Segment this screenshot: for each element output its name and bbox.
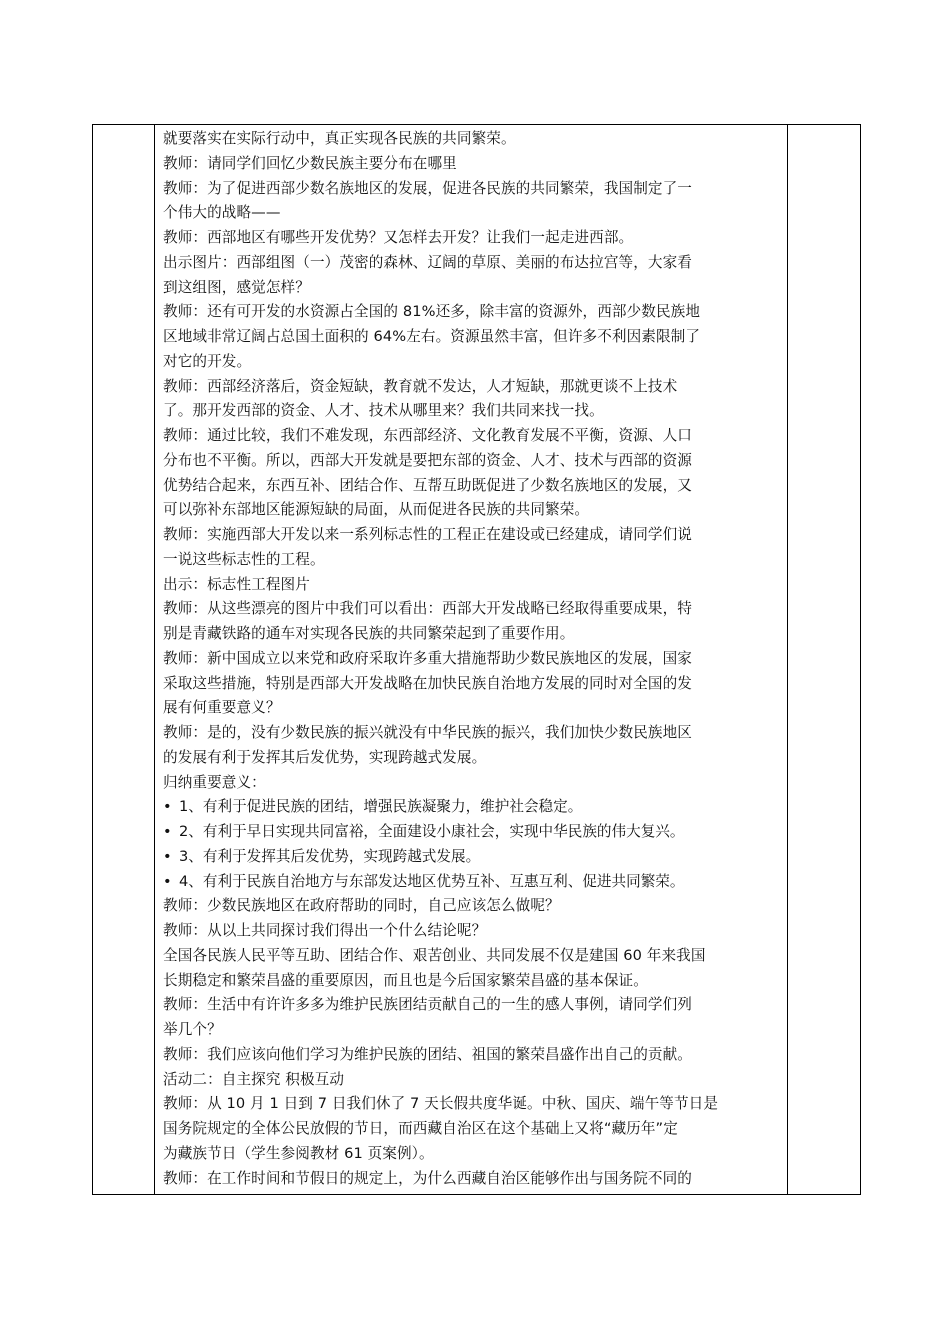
text-line: 教师：实施西部大开发以来一系列标志性的工程正在建设或已经建成，请同学们说 xyxy=(163,526,692,543)
text-line: 教师：西部地区有哪些开发优势？又怎样去开发？让我们一起走进西部。 xyxy=(163,229,634,246)
text-line: 教师：通过比较，我们不难发现，东西部经济、文化教育发展不平衡，资源、人口 xyxy=(163,427,692,444)
bullet-item xyxy=(163,870,781,895)
text-line: 就要落实在实际行动中，真正实现各民族的共同繁荣。 xyxy=(163,130,516,147)
text-line: 教师：西部经济落后，资金短缺，教育就不发达，人才短缺，那就更谈不上技术 xyxy=(163,377,678,395)
bullet-text: 2、有利于早日实现共同富裕，全面建设小康社会，实现中华民族的伟大复兴。 xyxy=(179,823,685,840)
text-line: 为藏族节日（学生参阅教材 61 页案例）。 xyxy=(163,1144,434,1162)
lesson-plan-table xyxy=(92,124,861,1195)
text-line: 教师：在工作时间和节假日的规定上，为什么西藏自治区能够作出与国务院不同的 xyxy=(163,1169,692,1187)
text-line: 活动二：自主探究 积极互动 xyxy=(163,1070,345,1088)
text-line: 优势结合起来，东西互补、团结合作、互帮互助既促进了少数名族地区的发展，又 xyxy=(163,476,692,494)
text-line: 一说这些标志性的工程。 xyxy=(163,550,325,568)
text-line: 全国各民族人民平等互助、团结合作、艰苦创业、共同发展不仅是建国 60 年来我国 xyxy=(163,946,706,964)
text-line: 采取这些措施，特别是西部大开发战略在加快民族自治地方发展的同时对全国的发 xyxy=(163,674,692,692)
text-line: 到这组图，感觉怎样？ xyxy=(163,278,310,296)
text-line: 长期稳定和繁荣昌盛的重要原因，而且也是今后国家繁荣昌盛的基本保证。 xyxy=(163,971,648,989)
text-line: 了。那开发西部的资金、人才、技术从哪里来？我们共同来找一找。 xyxy=(163,402,604,420)
bullet-dot: • xyxy=(163,872,172,890)
bullet-item xyxy=(163,820,781,845)
text-line: 区地域非常辽阔占总国土面积的 64%左右。资源虽然丰富，但许多不利因素限制了 xyxy=(163,328,701,345)
text-line: 展有何重要意义？ xyxy=(163,699,281,717)
text-line: 教师：为了促进西部少数名族地区的发展，促进各民族的共同繁荣，我国制定了一 xyxy=(163,179,692,197)
text-line: 国务院规定的全体公民放假的节日，而西藏自治区在这个基础上又将“藏历年”定 xyxy=(163,1120,678,1137)
text-line: 教师：新中国成立以来党和政府采取许多重大措施帮助少数民族地区的发展，国家 xyxy=(163,649,692,667)
text-line: 教师：从 10 月 1 日到 7 日我们休了 7 天长假共度华诞。中秋、国庆、端午等节日是 xyxy=(163,1095,719,1113)
bullet-dot: • xyxy=(163,798,172,816)
text-line: 教师：生活中有许许多多为维护民族团结贡献自己的一生的感人事例，请同学们列 xyxy=(163,996,692,1014)
text-line: 教师：是的，没有少数民族的振兴就没有中华民族的振兴，我们加快少数民族地区 xyxy=(163,724,692,741)
bullet-item xyxy=(163,845,781,870)
text-line: 归纳重要意义： xyxy=(163,773,266,791)
text-line: 别是青藏铁路的通车对实现各民族的共同繁荣起到了重要作用。 xyxy=(163,625,575,642)
text-line: 教师：少数民族地区在政府帮助的同时，自己应该怎么做呢？ xyxy=(163,897,560,915)
text-line: 举几个？ xyxy=(163,1021,222,1038)
text-line: 对它的开发。 xyxy=(163,352,252,370)
right-column-divider xyxy=(787,125,788,1194)
text-line: 教师：请同学们回忆少数民族主要分布在哪里 xyxy=(163,154,457,172)
text-line: 出示：标志性工程图片 xyxy=(163,575,310,593)
bullet-dot: • xyxy=(163,847,172,865)
text-line: 教师：我们应该向他们学习为维护民族的团结、祖国的繁荣昌盛作出自己的贡献。 xyxy=(163,1045,692,1063)
text-line: 教师：从以上共同探讨我们得出一个什么结论呢？ xyxy=(163,922,487,939)
bullet-text: 4、有利于民族自治地方与东部发达地区优势互补、互惠互利、促进共同繁荣。 xyxy=(179,872,685,890)
bullet-item xyxy=(163,795,781,820)
text-line: 分布也不平衡。所以，西部大开发就是要把东部的资金、人才、技术与西部的资源 xyxy=(163,451,692,469)
text-line: 的发展有利于发挥其后发优势，实现跨越式发展。 xyxy=(163,748,487,766)
content-cell xyxy=(163,127,781,1191)
text-line: 教师：从这些漂亮的图片中我们可以看出：西部大开发战略已经取得重要成果，特 xyxy=(163,600,692,618)
text-line: 个伟大的战略—— xyxy=(163,204,281,222)
bullet-text: 1、有利于促进民族的团结，增强民族凝聚力，维护社会稳定。 xyxy=(179,798,583,816)
bullet-dot: • xyxy=(163,823,172,840)
text-line: 出示图片：西部组图（一）茂密的森林、辽阔的草原、美丽的布达拉宫等，大家看 xyxy=(163,253,692,271)
text-line: 可以弥补东部地区能源短缺的局面，从而促进各民族的共同繁荣。 xyxy=(163,501,590,519)
text-line: 教师：还有可开发的水资源占全国的 81%还多，除丰富的资源外，西部少数民族地 xyxy=(163,303,701,321)
left-column-divider xyxy=(154,125,155,1194)
bullet-text: 3、有利于发挥其后发优势，实现跨越式发展。 xyxy=(179,847,481,865)
